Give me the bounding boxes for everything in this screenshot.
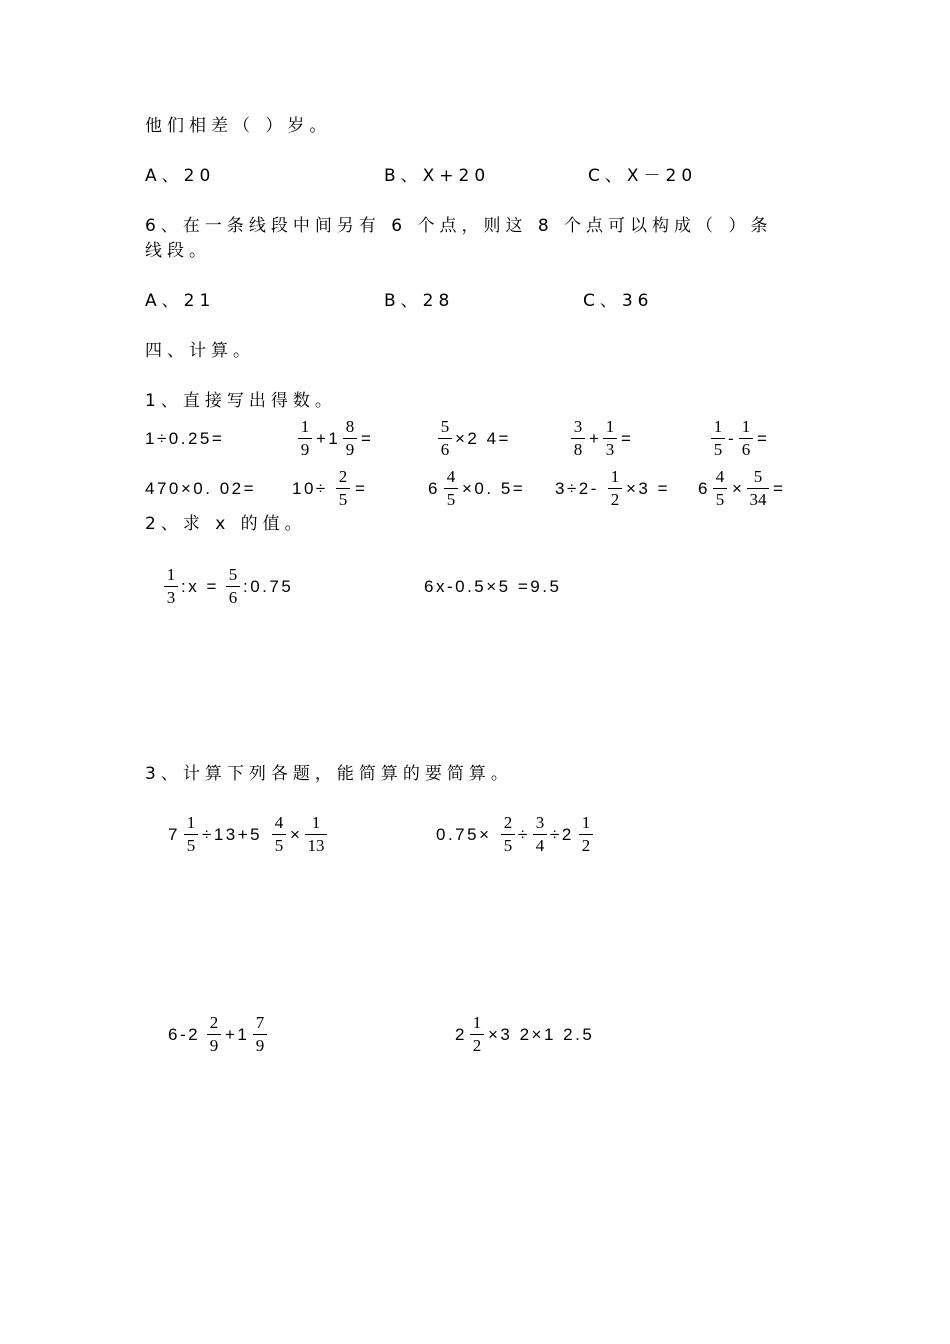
expr-r2-2: 10÷	[292, 479, 328, 498]
expr-r1-4-op: +	[589, 429, 602, 448]
expr-r2-4-rest: ×3 =	[626, 479, 671, 498]
calc-3-mid: +1	[225, 1025, 250, 1044]
expr-r2-5-eq: =	[773, 479, 786, 498]
expr-r1-2-op: +1	[316, 429, 341, 448]
part-3-heading: 3、计算下列各题，能简算的要简算。	[145, 764, 513, 784]
equation-1-mid: :x =	[181, 577, 219, 596]
expr-r2-5-op: ×	[732, 479, 745, 498]
expr-r1-2-eq: =	[361, 429, 374, 448]
equation-2: 6x-0.5×5 =9.5	[424, 577, 562, 596]
calc-3-start: 6-2	[168, 1025, 201, 1044]
calc-2-div: ÷	[518, 825, 530, 844]
section-4-heading: 四、计算。	[145, 341, 255, 361]
q6-option-c: C、36	[583, 291, 654, 311]
calc-1-mid: ÷13+5	[202, 825, 263, 844]
expr-r2-1: 470×0. 02=	[145, 479, 257, 498]
expr-r1-4-eq: =	[621, 429, 634, 448]
expr-r2-3: ×0. 5=	[462, 479, 526, 498]
part-1-heading: 1、直接写出得数。	[145, 391, 337, 411]
expr-r2-2-eq: =	[355, 479, 368, 498]
q6-option-a: A、21	[145, 291, 216, 311]
q5-option-a: A、20	[145, 166, 216, 186]
q5-option-b: B、X+20	[384, 166, 491, 186]
q6-text-line1: 6、在一条线段中间另有 6 个点，则这 8 个点可以构成（ ）条	[145, 216, 773, 236]
expr-r1-5-op: -	[728, 429, 737, 448]
calc-4-whole: 2	[455, 1025, 467, 1044]
calc-2-start: 0.75×	[436, 825, 492, 844]
q5-option-c: C、X－20	[588, 166, 698, 186]
expr-r1-5-eq: =	[757, 429, 770, 448]
calc-4-rest: ×3 2×1 2.5	[488, 1025, 595, 1044]
calc-1-op: ×	[290, 825, 303, 844]
expr-r2-4: 3÷2-	[555, 479, 599, 498]
expr-r1-3: ×2 4=	[455, 429, 511, 448]
worksheet-page: 他们相差（ ）岁。 A、20 B、X+20 C、X－20 6、在一条线段中间另有 6 个点，则这 8 个点可以构成（ ）条 线段。 A、21 B、28 C、36 四、计算。 1、直接写出得数。 1÷0.25= 1 9 +1 8 9 = 5 6 ×2 4= 3 8 + 1 3 = 1 5 - 1 6 = 470×0. 02= 10÷ 2 5 = 6 4 5 ×0. 5= 3÷2- 1 2 ×3 = 6 4 5 × 5 34 = 2、求 x 的值。 1 3 :x = 5 6 :0.75 6x-0.5×5 =9.5 3、计算下列各题，能简算的要简算。 7 1 5 ÷13+5 4 5 × 1 13 0.75× 2 5 ÷ 3 4 ÷2 1 2 6-2 2 9 +1 7 9 2 1 2 ×3 2×1 2.5	[0, 0, 950, 1344]
part-2-heading: 2、求 x 的值。	[145, 514, 307, 534]
expr-r2-3-whole: 6	[428, 479, 440, 498]
expr-r1-1: 1÷0.25=	[145, 429, 225, 448]
expr-r2-5-whole: 6	[698, 479, 710, 498]
calc-2-end: ÷2	[550, 825, 574, 844]
q6-option-b: B、28	[384, 291, 455, 311]
q5-text-tail: 他们相差（ ）岁。	[145, 116, 332, 136]
calc-1-whole: 7	[168, 825, 180, 844]
equation-1-end: :0.75	[243, 577, 294, 596]
q6-text-line2: 线段。	[145, 241, 211, 261]
